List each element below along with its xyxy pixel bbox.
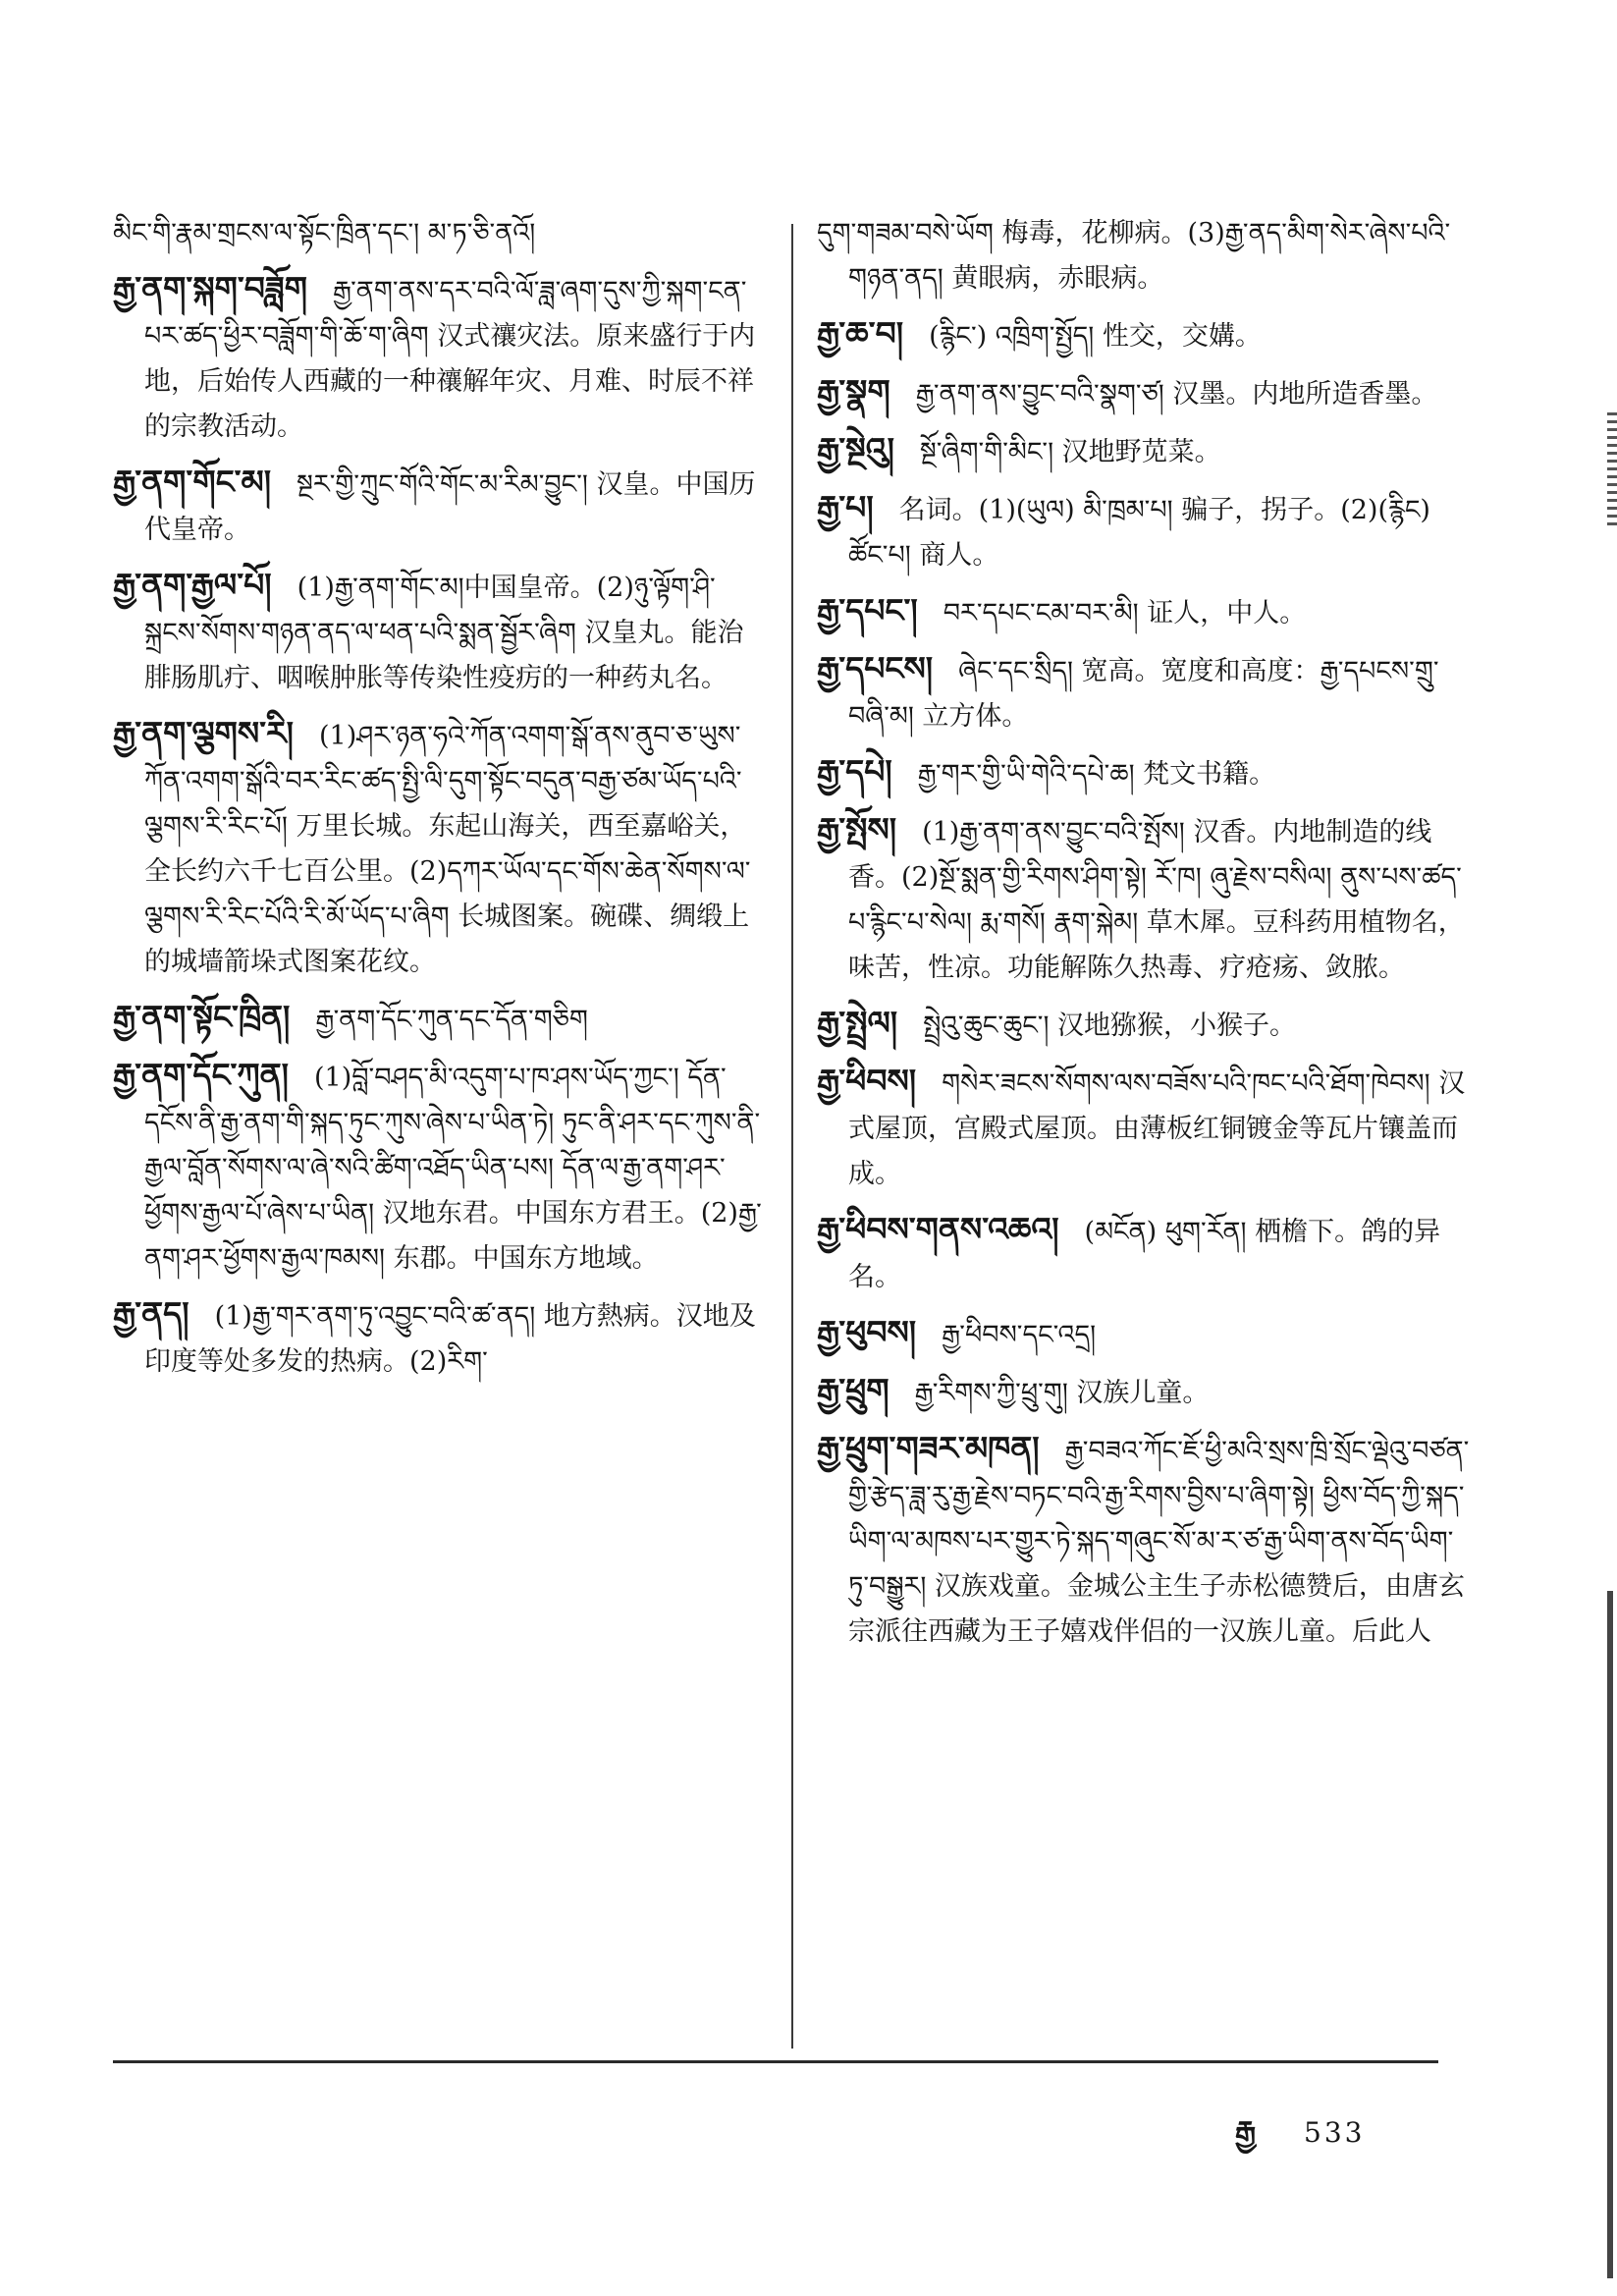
left-column	[113, 211, 766, 1394]
dictionary-entry	[817, 485, 1470, 578]
entry-headword: རྒྱ་སྤྲེལ།	[817, 1004, 898, 1042]
dictionary-entry	[113, 460, 766, 553]
dictionary-entry	[817, 749, 1470, 797]
dictionary-entry	[113, 266, 766, 450]
dictionary-entry	[817, 1001, 1470, 1049]
entry-headword: རྒྱ་ཕུབས།	[817, 1313, 917, 1351]
dictionary-entry	[817, 1368, 1470, 1416]
entry-definition: རྒྱ་བཟའ་ཀོང་ཇོ་ཕྱི་མའི་སྲས་ཁྲི་སྲོང་ལྡེའུ་བཙན་གྱི་རྩེད་ཟླ་རུ་རྒྱ་རྗེས་བཏང་བའི་རྒྱ་རིགས་བྱིས་པ་ཞིག་སྟེ། ཕྱིས་བོད་ཀྱི་སྐད་ཡིག་ལ་མཁས་པར་གྱུར་ཏེ་སྐད་གཞུང་སོ་མ་ར་ཙ་རྒྱ་ཡིག་ནས་བོད་ཡིག་ཏུ་བསྒྱུར། 汉族戏童。金城公主生子赤松德赞后，由唐玄宗派往西藏为王子嬉戏伴侣的一汉族儿童。后此人	[848, 1436, 1470, 1647]
entry-definition: 名词。(1)(ཡུལ) མི་ཁྲམ་པ། 骗子，拐子。(2)(རྙིང) ཚོང་པ། 商人。	[848, 495, 1430, 571]
entry-headword: རྒྱ་ནག་རྒྱལ་པོ།	[113, 566, 272, 604]
entry-headword: རྒྱ་པ།	[817, 488, 874, 526]
entry-definition: རྒྱ་གར་གྱི་ཡི་གེའི་དཔེ་ཆ། 梵文书籍。	[917, 759, 1276, 790]
entry-definition: (1)རྒྱ་ནག་ནས་བྱུང་བའི་སྤོས། 汉香。内地制造的线香。(2)སྔོ་སྨན་གྱི་རིགས་ཤིག་སྟེ། རོ་ཁ། ཞུ་རྗེས་བསིལ། ནུས་པས་ཚད་པ་རྙིང་པ་སེལ། རྨ་གསོ། རྣག་སྐེམ། 草木犀。豆科药用植物名，味苦，性凉。功能解陈久热毒、疗疮疡、敛脓。	[848, 817, 1465, 983]
dictionary-entry	[817, 211, 1470, 301]
entry-headword: རྒྱ་ནག་ལྕགས་རི།	[113, 714, 294, 752]
entry-headword: རྒྱ་ཕིབས།	[817, 1062, 917, 1100]
entry-definition: སྤྲེའུ་ཆུང་ཆུང་། 汉地猕猴，小猴子。	[923, 1011, 1297, 1041]
dictionary-entry	[113, 1291, 766, 1385]
right-column	[817, 211, 1470, 1665]
page-footer	[1235, 2100, 1365, 2182]
entry-definition: (1)རྒྱ་གར་ནག་ཏུ་འབྱུང་བའི་ཚ་ནད། 地方熱病。汉地及印度等处多发的热病。(2)རིག་	[144, 1301, 756, 1377]
entry-headword: རྒྱ་ཕྲུག་གཟར་མཁན།	[817, 1429, 1040, 1467]
scan-edge-bar	[1607, 1591, 1613, 2278]
dictionary-entry	[817, 1310, 1470, 1358]
entry-definition: རྒྱ་རིགས་ཀྱི་ཕྲུ་གུ། 汉族儿童。	[914, 1378, 1210, 1408]
entry-headword: རྒྱ་སྣག	[817, 372, 890, 410]
entry-definition: སྔར་གྱི་ཀྲུང་གོའི་གོང་མ་རིམ་བྱུང་། 汉皇。中国历代皇帝。	[144, 469, 756, 545]
entry-headword: རྒྱ་དཔང་།	[817, 591, 918, 629]
entry-definition: (རྙིང་) འཁྲིག་སྤྱོད། 性交，交媾。	[929, 321, 1262, 352]
entry-headword: རྒྱ་ཆ་བ།	[817, 314, 904, 353]
dictionary-entry	[817, 369, 1470, 417]
entry-headword: རྒྱ་ནག་དོང་ཀུན།	[113, 1056, 289, 1094]
entry-definition: རྒྱ་ནག་ནས་བྱུང་བའི་སྣག་ཙ། 汉墨。内地所造香墨。	[915, 379, 1438, 410]
entry-definition: གསེར་ཟངས་སོགས་ལས་བཟོས་པའི་ཁང་པའི་ཐོག་ཁེབས། 汉式屋顶，宫殿式屋顶。由薄板红铜镀金等瓦片镶盖而成。	[848, 1068, 1466, 1189]
entry-headword: རྒྱ་དཔངས།	[817, 649, 934, 687]
entry-definition: མིང་གི་རྣམ་གྲངས་ལ་སྟོང་ཁྲིན་དང་། མ་ཏ་ཅི་ནའོ།	[113, 218, 536, 248]
entry-headword: རྒྱ་ཕིབས་གནས་འཆའ།	[817, 1210, 1059, 1248]
dictionary-entry	[817, 1207, 1470, 1300]
dictionary-entry	[817, 807, 1470, 991]
entry-headword: རྒྱ་སྤོས།	[817, 810, 897, 848]
entry-headword: རྒྱ་ནག་སྟོང་ཁྲིན།	[113, 998, 291, 1036]
entry-definition: བར་དཔང་ངམ་བར་མི། 证人，中人。	[943, 598, 1307, 629]
entry-headword: རྒྱ་ནག་སྐག་བཟློག	[113, 269, 307, 307]
entry-definition: དུག་གཟམ་བསེ་ཡོག 梅毒，花柳病。(3)རྒྱ་ནད་མིག་སེར་ཞེས་པའི་གཉན་ནད། 黄眼病，赤眼病。	[817, 218, 1451, 294]
entry-definition: (1)རྒྱ་ནག་གོང་མ།中国皇帝。(2)ཉུ་ལྟོག་ཤི་སྐྲངས་སོགས་གཉན་ནད་ལ་ཕན་པའི་སྨན་སྦྱོར་ཞིག 汉皇丸。能治腓肠肌疔、咽喉肿胀等传染性疫疠的一种药丸名。	[144, 573, 744, 693]
entry-headword: རྒྱ་ནག་གོང་མ།	[113, 463, 272, 501]
dictionary-entry	[113, 563, 766, 701]
dictionary-entry	[817, 646, 1470, 739]
entry-definition: རྒྱ་ནག་ནས་དར་བའི་ལོ་ཟླ་ཞག་དུས་ཀྱི་སྐག་ངན་པར་ཚད་ཕྱིར་བཟློག་གི་ཆོ་ག་ཞིག 汉式禳灾法。原来盛行于内地，后始传人西藏的一种禳解年灾、月难、时辰不祥的宗教活动。	[144, 276, 756, 442]
section-letter: རྒྱ	[1235, 2115, 1257, 2150]
entry-definition: ཞེང་དང་སྲིད། 宽高。宽度和高度：རྒྱ་དཔངས་གྲུ་བཞི་མ། 立方体。	[848, 656, 1439, 732]
dictionary-entry	[113, 211, 766, 256]
dictionary-entry	[817, 1426, 1470, 1655]
dictionary-entry	[817, 588, 1470, 636]
dictionary-entry	[817, 427, 1470, 475]
dictionary-entry	[113, 1053, 766, 1282]
entry-definition: སྔོ་ཞིག་གི་མིང་། 汉地野苋菜。	[919, 437, 1221, 467]
entry-definition: རྒྱ་ཕིབས་དང་འདྲ།	[942, 1320, 1097, 1350]
entry-headword: རྒྱ་ཕྲུག	[817, 1371, 889, 1409]
entry-headword: རྒྱ་སྔེའུ།	[817, 430, 894, 468]
dictionary-entry	[817, 1059, 1470, 1197]
entry-definition: (མངོན) ཕུག་རོན། 栖檐下。鸽的异名。	[848, 1217, 1441, 1292]
dictionary-entry	[113, 995, 766, 1043]
dictionary-entry	[817, 311, 1470, 359]
dictionary-entry	[113, 711, 766, 985]
entry-headword: རྒྱ་ནད།	[113, 1294, 189, 1333]
column-divider	[791, 224, 793, 2049]
bottom-rule	[113, 2060, 1438, 2063]
entry-headword: རྒྱ་དཔེ།	[817, 752, 892, 791]
entry-definition: (1)ཤར་ཉན་ཧའེ་ཀོན་འགག་སྒོ་ནས་ནུབ་ཅ་ཡུས་ཀོན་འགག་སྒོའི་བར་རིང་ཚད་སྤྱི་ལི་དུག་སྟོང་བདུན་བརྒྱ་ཙམ་ཡོད་པའི་ལྕགས་རི་རིང་པོ། 万里长城。东起山海关，西至嘉峪关，全长约六千七百公里。(2)དཀར་ཡོལ་དང་གོས་ཆེན་སོགས་ལ་ལྕགས་རི་རིང་པོའི་རི་མོ་ཡོད་པ་ཞིག 长城图案。碗碟、绸缎上的城墙箭垛式图案花纹。	[144, 721, 751, 977]
page-number: 533	[1304, 2116, 1366, 2149]
entry-definition: (1)བློ་བཤད་མི་འདུག་པ་ཁ་ཤས་ཡོད་ཀྱང་། དོན་དངོས་ནི་རྒྱ་ནག་གི་སྐད་ཏུང་ཀུས་ཞེས་པ་ཡིན་ཏེ། ཏུང་ནི་ཤར་དང་ཀུས་ནི་རྒྱལ་བློན་སོགས་ལ་ཞེ་སའི་ཚིག་འཐོད་ཡིན་པས། དོན་ལ་རྒྱ་ནག་ཤར་ཕྱོགས་རྒྱལ་པོ་ཞེས་པ་ཡིན། 汉地东君。中国东方君王。(2)རྒྱ་ནག་ཤར་ཕྱོགས་རྒྱལ་ཁམས། 东郡。中国东方地域。	[144, 1063, 762, 1274]
entry-definition: རྒྱ་ནག་དོང་ཀུན་དང་དོན་གཅིག	[315, 1005, 588, 1035]
scan-edge-marks	[1607, 412, 1617, 530]
